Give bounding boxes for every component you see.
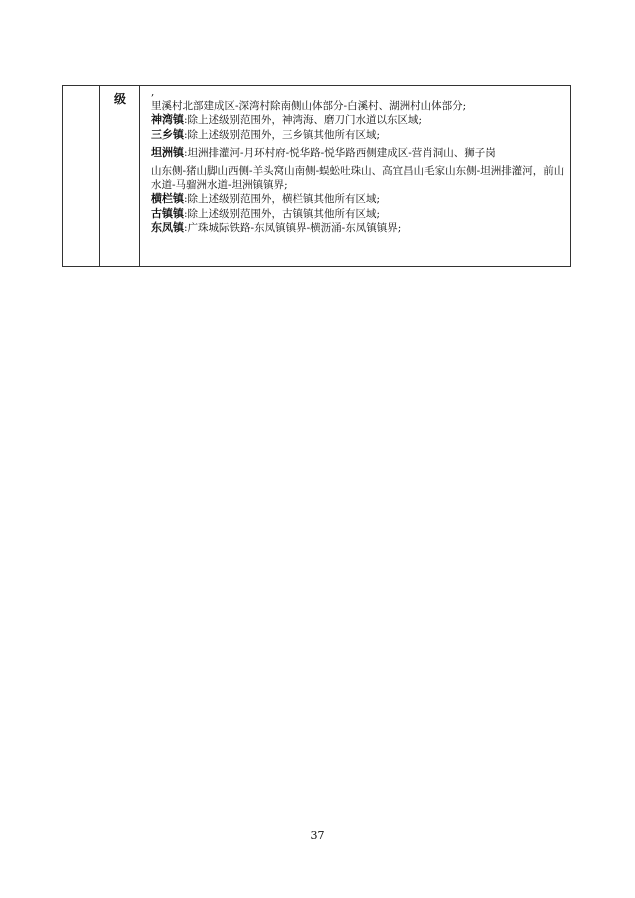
town-entry-henglan — [151, 192, 569, 207]
town-description-continued: 山东侧-猪山脚山西侧-羊头窝山南侧-蜈蚣吐珠山、高宜昌山毛家山东侧-坦洲排灌河，前山水道-马骝洲水道-坦洲镇镇界; — [151, 164, 565, 191]
leading-comma: , — [151, 86, 155, 98]
town-entry-sanxiang — [151, 128, 569, 143]
table-column-divider — [99, 86, 100, 266]
table-content-cell — [151, 86, 569, 236]
town-separator: : — [184, 114, 188, 127]
page-number: 37 — [310, 829, 325, 842]
town-name: 古镇镇 — [151, 206, 184, 220]
town-separator: : — [184, 147, 188, 160]
town-name: 坦洲镇 — [151, 146, 184, 160]
table-column-divider — [139, 86, 140, 266]
town-description: 广珠城际铁路-东凤镇镇界-横沥涌-东凤镇镇界; — [187, 222, 402, 235]
town-separator: : — [184, 207, 188, 220]
town-separator: : — [184, 128, 188, 141]
town-entry-tanzhou — [151, 146, 569, 161]
town-description: 坦洲排灌河-月环村府-悦华路-悦华路西侧建成区-营肖洞山、狮子岗 — [187, 147, 496, 160]
town-description: 除上述级别范围外，三乡镇其他所有区域; — [187, 128, 381, 141]
town-separator: : — [184, 193, 188, 206]
town-name: 横栏镇 — [151, 192, 184, 206]
level-label: 级 — [114, 92, 127, 106]
zoning-table — [62, 85, 571, 267]
town-entry-guzhen — [151, 207, 569, 222]
town-name: 东凤镇 — [151, 221, 184, 235]
town-entry-shenwan — [151, 113, 569, 128]
continuation-line: 里溪村北部建成区-深湾村除南侧山体部分-白溪村、湖洲村山体部分; — [151, 99, 467, 112]
town-description: 除上述级别范围外，神湾海、磨刀门水道以东区域; — [187, 114, 423, 127]
town-name: 神湾镇 — [151, 113, 184, 127]
town-name: 三乡镇 — [151, 127, 184, 141]
town-separator: : — [184, 222, 188, 235]
town-entry-dongfeng — [151, 221, 569, 236]
town-description: 除上述级别范围外，古镇镇其他所有区域; — [187, 207, 381, 220]
town-description: 除上述级别范围外，横栏镇其他所有区域; — [187, 193, 381, 206]
